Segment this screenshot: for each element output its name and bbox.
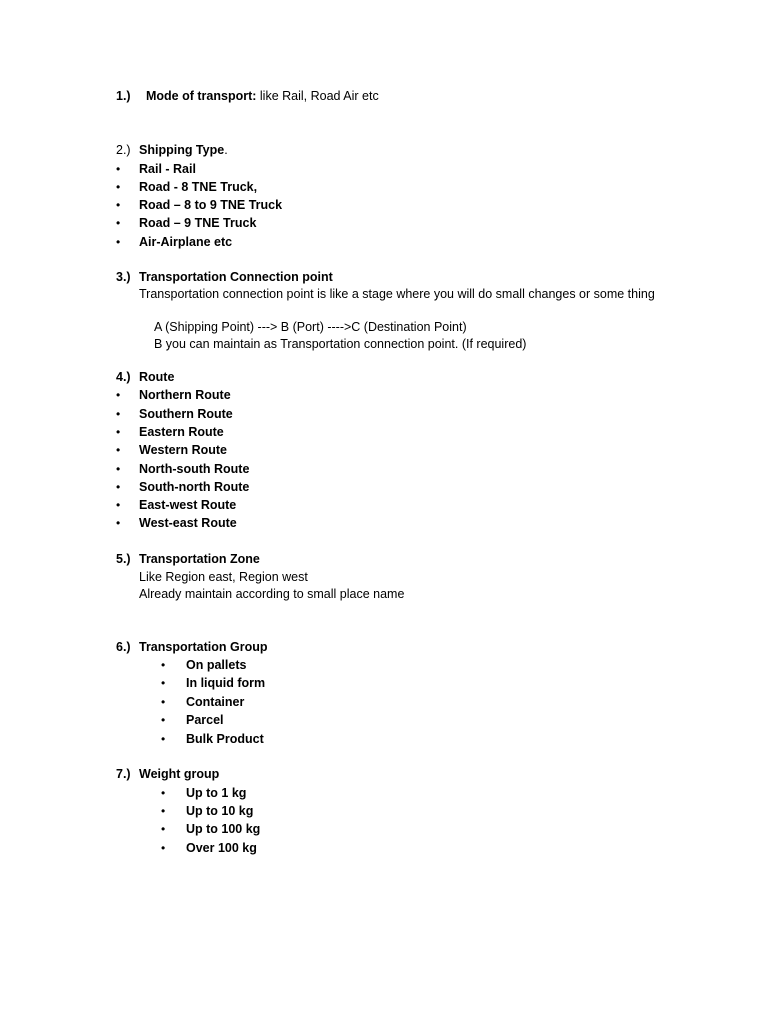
bullet-icon: • — [116, 516, 121, 530]
list-item: Rail - Rail — [139, 162, 196, 176]
list-item: West-east Route — [139, 516, 237, 530]
list-item: Road – 9 TNE Truck — [139, 216, 257, 230]
section-paragraph: Transportation connection point is like a stage where you will do small changes or some thing — [139, 287, 655, 301]
list-item: Air-Airplane etc — [139, 235, 233, 249]
section-number: 6.) — [116, 640, 131, 654]
bullet-icon: • — [116, 498, 121, 512]
section-number: 7.) — [116, 767, 131, 781]
bullet-icon: • — [161, 695, 166, 709]
bullet-icon: • — [116, 388, 121, 402]
section-number: 3.) — [116, 270, 131, 284]
list-item: Road - 8 TNE Truck, — [139, 180, 258, 194]
bullet-icon: • — [161, 822, 166, 836]
section-heading — [146, 88, 379, 104]
list-item: East-west Route — [139, 498, 237, 512]
section-heading: Route — [139, 370, 175, 384]
bullet-icon: • — [161, 786, 166, 800]
section-number: 4.) — [116, 370, 131, 384]
heading-bold-text: Mode of transport: — [146, 89, 257, 103]
list-item: Up to 10 kg — [186, 804, 254, 818]
note-line: B you can maintain as Transportation connection point. (If required) — [154, 337, 527, 351]
list-item: Eastern Route — [139, 425, 224, 439]
section-heading: Transportation Zone — [139, 552, 260, 566]
bullet-icon: • — [116, 443, 121, 457]
list-item: Northern Route — [139, 388, 231, 402]
list-item: Container — [186, 695, 245, 709]
flow-line: A (Shipping Point) ---> B (Port) ---->C (Destination Point) — [154, 320, 467, 334]
list-item: Road – 8 to 9 TNE Truck — [139, 198, 283, 212]
bullet-icon: • — [116, 462, 121, 476]
list-item: Over 100 kg — [186, 841, 257, 855]
bullet-icon: • — [161, 658, 166, 672]
bullet-icon: • — [116, 162, 121, 176]
section-heading: Weight group — [139, 767, 220, 781]
list-item: South-north Route — [139, 480, 250, 494]
section-heading: Transportation Connection point — [139, 270, 333, 284]
section-number: 1.) — [116, 89, 131, 103]
list-item: Bulk Product — [186, 732, 264, 746]
zone-note-line: Already maintain according to small place name — [139, 587, 405, 601]
bullet-icon: • — [161, 841, 166, 855]
bullet-icon: • — [116, 235, 121, 249]
section-number: 2.) — [116, 143, 131, 157]
list-item: In liquid form — [186, 676, 266, 690]
zone-example-line: Like Region east, Region west — [139, 570, 308, 584]
heading-bold-text: Shipping Type — [139, 143, 225, 157]
bullet-icon: • — [161, 713, 166, 727]
heading-rest-text: like Rail, Road Air etc — [256, 89, 379, 103]
heading-suffix: . — [224, 143, 228, 157]
bullet-icon: • — [116, 216, 121, 230]
bullet-icon: • — [116, 407, 121, 421]
bullet-icon: • — [116, 180, 121, 194]
bullet-icon: • — [116, 198, 121, 212]
section-heading — [139, 142, 228, 158]
list-item: Western Route — [139, 443, 227, 457]
section-heading: Transportation Group — [139, 640, 268, 654]
list-item: Southern Route — [139, 407, 233, 421]
list-item: North-south Route — [139, 462, 250, 476]
section-number: 5.) — [116, 552, 131, 566]
bullet-icon: • — [161, 804, 166, 818]
bullet-icon: • — [116, 480, 121, 494]
list-item: Up to 100 kg — [186, 822, 261, 836]
list-item: On pallets — [186, 658, 247, 672]
list-item: Parcel — [186, 713, 224, 727]
bullet-icon: • — [161, 676, 166, 690]
list-item: Up to 1 kg — [186, 786, 247, 800]
bullet-icon: • — [116, 425, 121, 439]
bullet-icon: • — [161, 732, 166, 746]
